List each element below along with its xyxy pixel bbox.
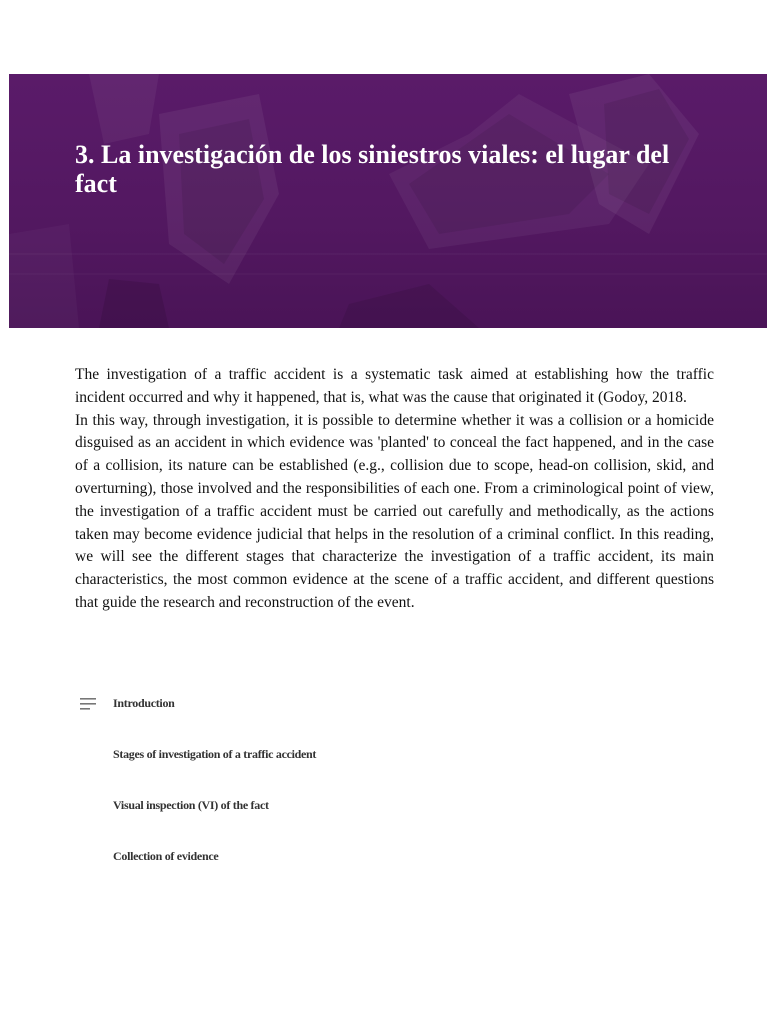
header-banner — [9, 74, 767, 328]
menu-lines-icon — [80, 697, 98, 711]
table-of-contents — [76, 690, 476, 894]
toc-item-label: Introduction — [113, 696, 175, 710]
page-title: 3. La investigación de los siniestros viales: el lugar del fact — [75, 140, 670, 198]
intro-text — [75, 364, 714, 615]
toc-item-label: Collection of evidence — [113, 849, 219, 863]
toc-item-visual-inspection[interactable] — [76, 792, 476, 843]
intro-paragraph: In this way, through investigation, it is possible to determine whether it was a collision or a homicide disguised as an accident in which evidence was 'planted' to conceal the fact happened, and in the case of a collision, its nature can be established (e.g., collision due to scope, head-on collision, skid, and overturning), those involved and the responsibilities of each one. From a criminological point of view, the investigation of a traffic accident must be carried out carefully and methodically, as the actions taken may become evidence judicial that helps in the resolution of a criminal conflict. In this reading, we will see the different stages that characterize the investigation of a traffic accident, its main characteristics, the most common evidence at the scene of a traffic accident, and different questions that guide the research and reconstruction of the event. — [75, 411, 714, 611]
toc-item-stages[interactable] — [76, 741, 476, 792]
intro-paragraph: The investigation of a traffic accident is a systematic task aimed at establishing how the traffic incident occurred and why it happened, that is, what was the cause that originated it (Godoy, 2018. — [75, 366, 714, 406]
banner-background-art — [9, 74, 767, 328]
toc-item-introduction[interactable] — [76, 690, 476, 741]
toc-item-label: Stages of investigation of a traffic accident — [113, 747, 317, 761]
toc-item-label: Visual inspection (VI) of the fact — [113, 798, 269, 812]
toc-item-collection-of-evidence[interactable] — [76, 843, 476, 894]
